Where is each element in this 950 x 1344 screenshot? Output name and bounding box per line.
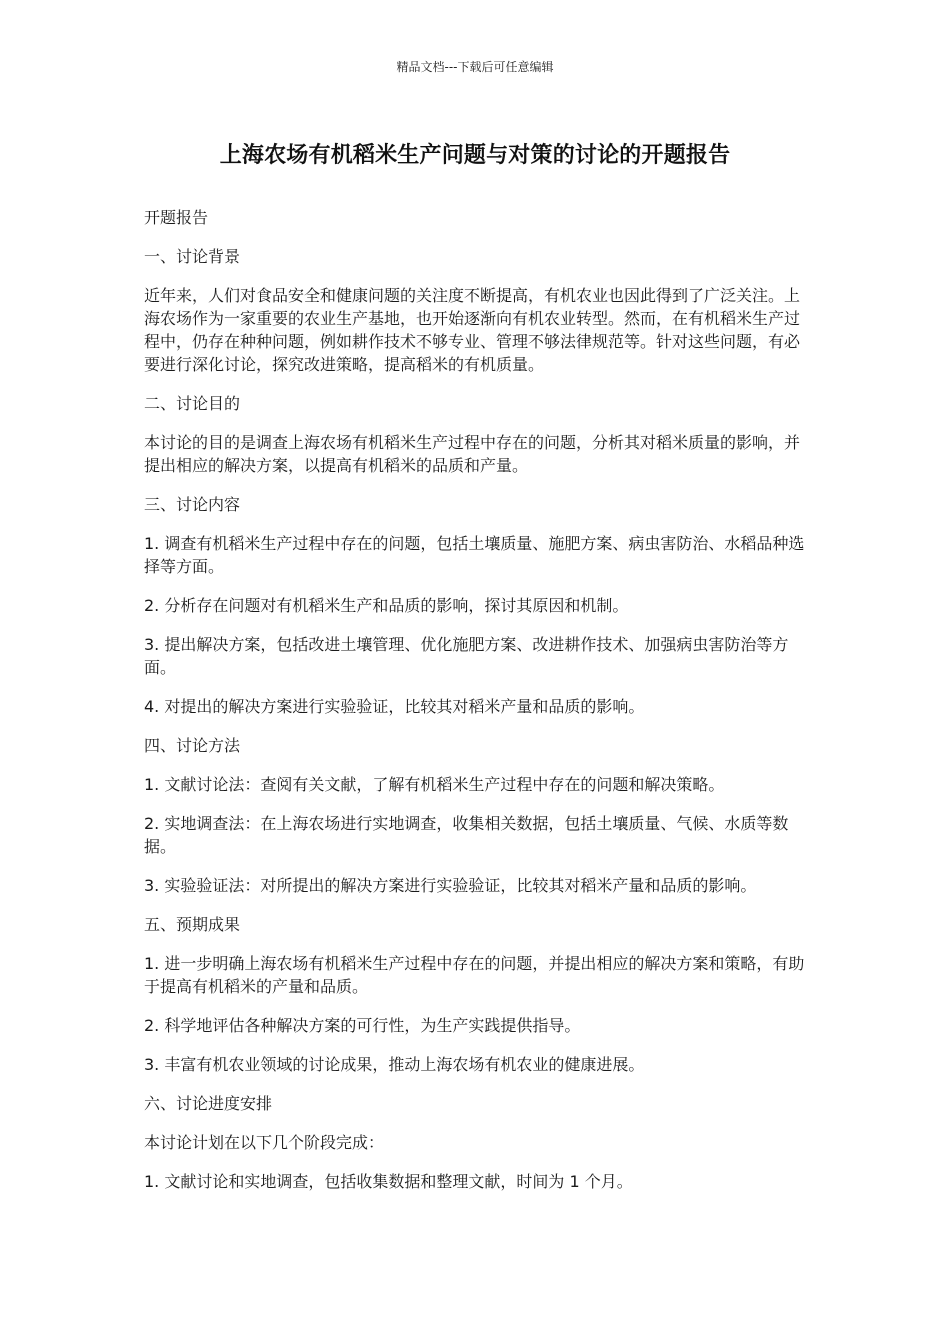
page-header: 精品文档---下载后可任意编辑 <box>396 60 554 74</box>
list-item-content-2: 2. 分析存在问题对有机稻米生产和品质的影响，探讨其原因和机制。 <box>144 596 629 615</box>
list-item-outcome-3: 3. 丰富有机农业领域的讨论成果，推动上海农场有机农业的健康进展。 <box>144 1055 645 1074</box>
section-heading-content: 三、讨论内容 <box>144 495 241 514</box>
section-heading-purpose: 二、讨论目的 <box>144 394 241 413</box>
paragraph-background: 近年来，人们对食品安全和健康问题的关注度不断提高，有机农业也因此得到了广泛关注。上海农场作为一家重要的农业生产基地，也开始逐渐向有机农业转型。然而，在有机稻米生产过程中，仍存在种种问题，例如耕作技术不够专业、管理不够法律规范等。针对这些问题，有必要进行深化讨论，探究改进策略，提高稻米的有机质量。 <box>144 286 801 374</box>
paragraph-schedule-intro: 本讨论计划在以下几个阶段完成： <box>144 1133 385 1152</box>
list-item-content-1: 1. 调查有机稻米生产过程中存在的问题，包括土壤质量、施肥方案、病虫害防治、水稻品种选择等方面。 <box>144 534 805 576</box>
paragraph-purpose: 本讨论的目的是调查上海农场有机稻米生产过程中存在的问题，分析其对稻米质量的影响，并提出相应的解决方案，以提高有机稻米的品质和产量。 <box>144 433 801 475</box>
section-heading-outcomes: 五、预期成果 <box>144 915 241 934</box>
section-heading-background: 一、讨论背景 <box>144 247 241 266</box>
list-item-content-4: 4. 对提出的解决方案进行实验验证，比较其对稻米产量和品质的影响。 <box>144 697 645 716</box>
list-item-method-3: 3. 实验验证法：对所提出的解决方案进行实验验证，比较其对稻米产量和品质的影响。 <box>144 876 757 895</box>
list-item-method-2: 2. 实地调查法：在上海农场进行实地调查，收集相关数据，包括土壤质量、气候、水质等数据。 <box>144 814 789 856</box>
list-item-schedule-1: 1. 文献讨论和实地调查，包括收集数据和整理文献，时间为 1 个月。 <box>144 1172 633 1191</box>
paragraph-report-label: 开题报告 <box>144 208 209 227</box>
document-body <box>144 206 812 1209</box>
list-item-outcome-1: 1. 进一步明确上海农场有机稻米生产过程中存在的问题，并提出相应的解决方案和策略，有助于提高有机稻米的产量和品质。 <box>144 954 805 996</box>
list-item-content-3: 3. 提出解决方案，包括改进土壤管理、优化施肥方案、改进耕作技术、加强病虫害防治等方面。 <box>144 635 789 677</box>
section-heading-method: 四、讨论方法 <box>144 736 241 755</box>
list-item-outcome-2: 2. 科学地评估各种解决方案的可行性，为生产实践提供指导。 <box>144 1016 581 1035</box>
document-title: 上海农场有机稻米生产问题与对策的讨论的开题报告 <box>219 143 731 168</box>
list-item-method-1: 1. 文献讨论法：查阅有关文献，了解有机稻米生产过程中存在的问题和解决策略。 <box>144 775 725 794</box>
section-heading-schedule: 六、讨论进度安排 <box>144 1094 273 1113</box>
